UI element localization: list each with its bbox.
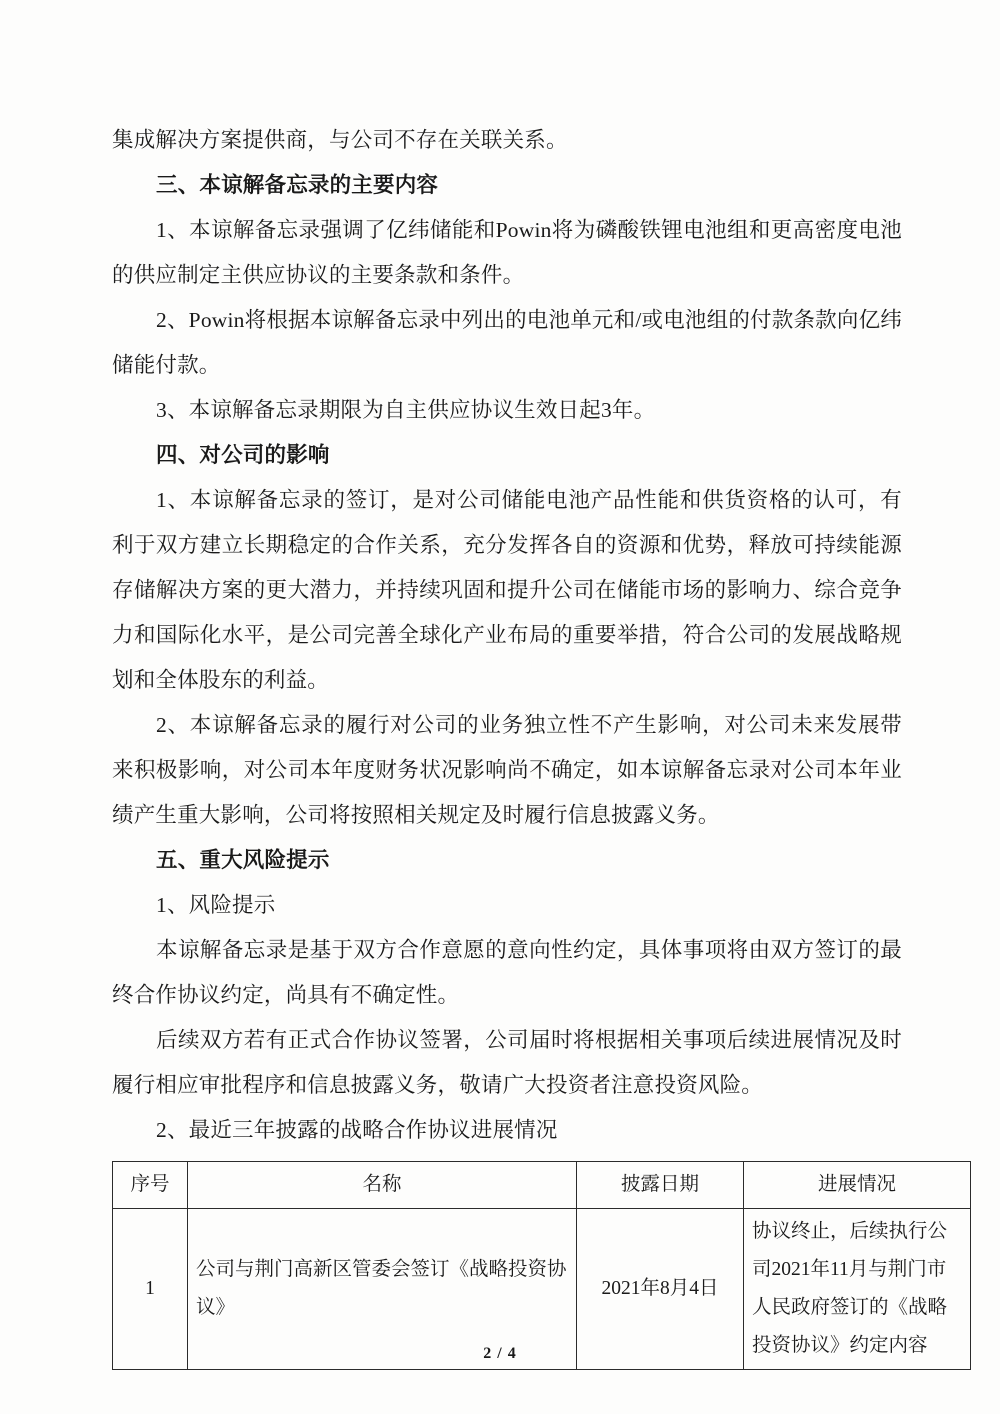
paragraph-4-1: 1、本谅解备忘录的签订，是对公司储能电池产品性能和供货资格的认可，有利于双方建立长期稳定的合作关系，充分发挥各自的资源和优势，释放可持续能源存储解决方案的更大潜力，并持续巩固和提升公司在储能市场的影响力、综合竞争力和国际化水平，是公司完善全球化产业布局的重要举措，符合公司的发展战略规划和全体股东的利益。 bbox=[112, 488, 902, 692]
paragraph-4-2: 2、本谅解备忘录的履行对公司的业务独立性不产生影响，对公司未来发展带来积极影响，对公司本年度财务状况影响尚不确定，如本谅解备忘录对公司本年业绩产生重大影响，公司将按照相关规定及时履行信息披露义务。 bbox=[112, 713, 902, 827]
table-header-name: 名称 bbox=[188, 1162, 577, 1209]
document-content bbox=[112, 118, 948, 1370]
paragraph-3-1: 1、本谅解备忘录强调了亿纬储能和Powin将为磷酸铁锂电池组和更高密度电池的供应制定主供应协议的主要条款和条件。 bbox=[112, 218, 902, 287]
strategic-agreement-progress-table bbox=[112, 1161, 971, 1370]
paragraph-top-continuation: 集成解决方案提供商，与公司不存在关联关系。 bbox=[112, 128, 568, 152]
paragraph-5-2-title: 2、最近三年披露的战略合作协议进展情况 bbox=[156, 1118, 558, 1142]
table-cell-no: 1 bbox=[113, 1209, 188, 1370]
table-header-date: 披露日期 bbox=[577, 1162, 744, 1209]
page-footer: 2 / 4 bbox=[483, 1345, 517, 1362]
table-cell-date: 2021年8月4日 bbox=[577, 1209, 744, 1370]
table-cell-name: 公司与荆门高新区管委会签订《战略投资协议》 bbox=[188, 1209, 577, 1370]
table-header-status: 进展情况 bbox=[744, 1162, 971, 1209]
table-header bbox=[113, 1162, 971, 1209]
paragraph-3-2: 2、Powin将根据本谅解备忘录中列出的电池单元和/或电池组的付款条款向亿纬储能付款。 bbox=[112, 308, 902, 377]
table-header-row bbox=[113, 1162, 971, 1209]
paragraph-5-1-a: 本谅解备忘录是基于双方合作意愿的意向性约定，具体事项将由双方签订的最终合作协议约定，尚具有不确定性。 bbox=[112, 938, 902, 1007]
heading-section-three: 三、本谅解备忘录的主要内容 bbox=[156, 173, 439, 197]
paragraph-5-1-b: 后续双方若有正式合作协议签署，公司届时将根据相关事项后续进展情况及时履行相应审批程序和信息披露义务，敬请广大投资者注意投资风险。 bbox=[112, 1028, 902, 1097]
heading-section-five: 五、重大风险提示 bbox=[156, 848, 330, 872]
table-header-no: 序号 bbox=[113, 1162, 188, 1209]
table-cell-status: 协议终止，后续执行公司2021年11月与荆门市人民政府签订的《战略投资协议》约定内容 bbox=[744, 1209, 971, 1370]
paragraph-3-3: 3、本谅解备忘录期限为自主供应协议生效日起3年。 bbox=[156, 398, 656, 422]
heading-section-four: 四、对公司的影响 bbox=[156, 443, 330, 467]
paragraph-5-1-title: 1、风险提示 bbox=[156, 893, 276, 917]
